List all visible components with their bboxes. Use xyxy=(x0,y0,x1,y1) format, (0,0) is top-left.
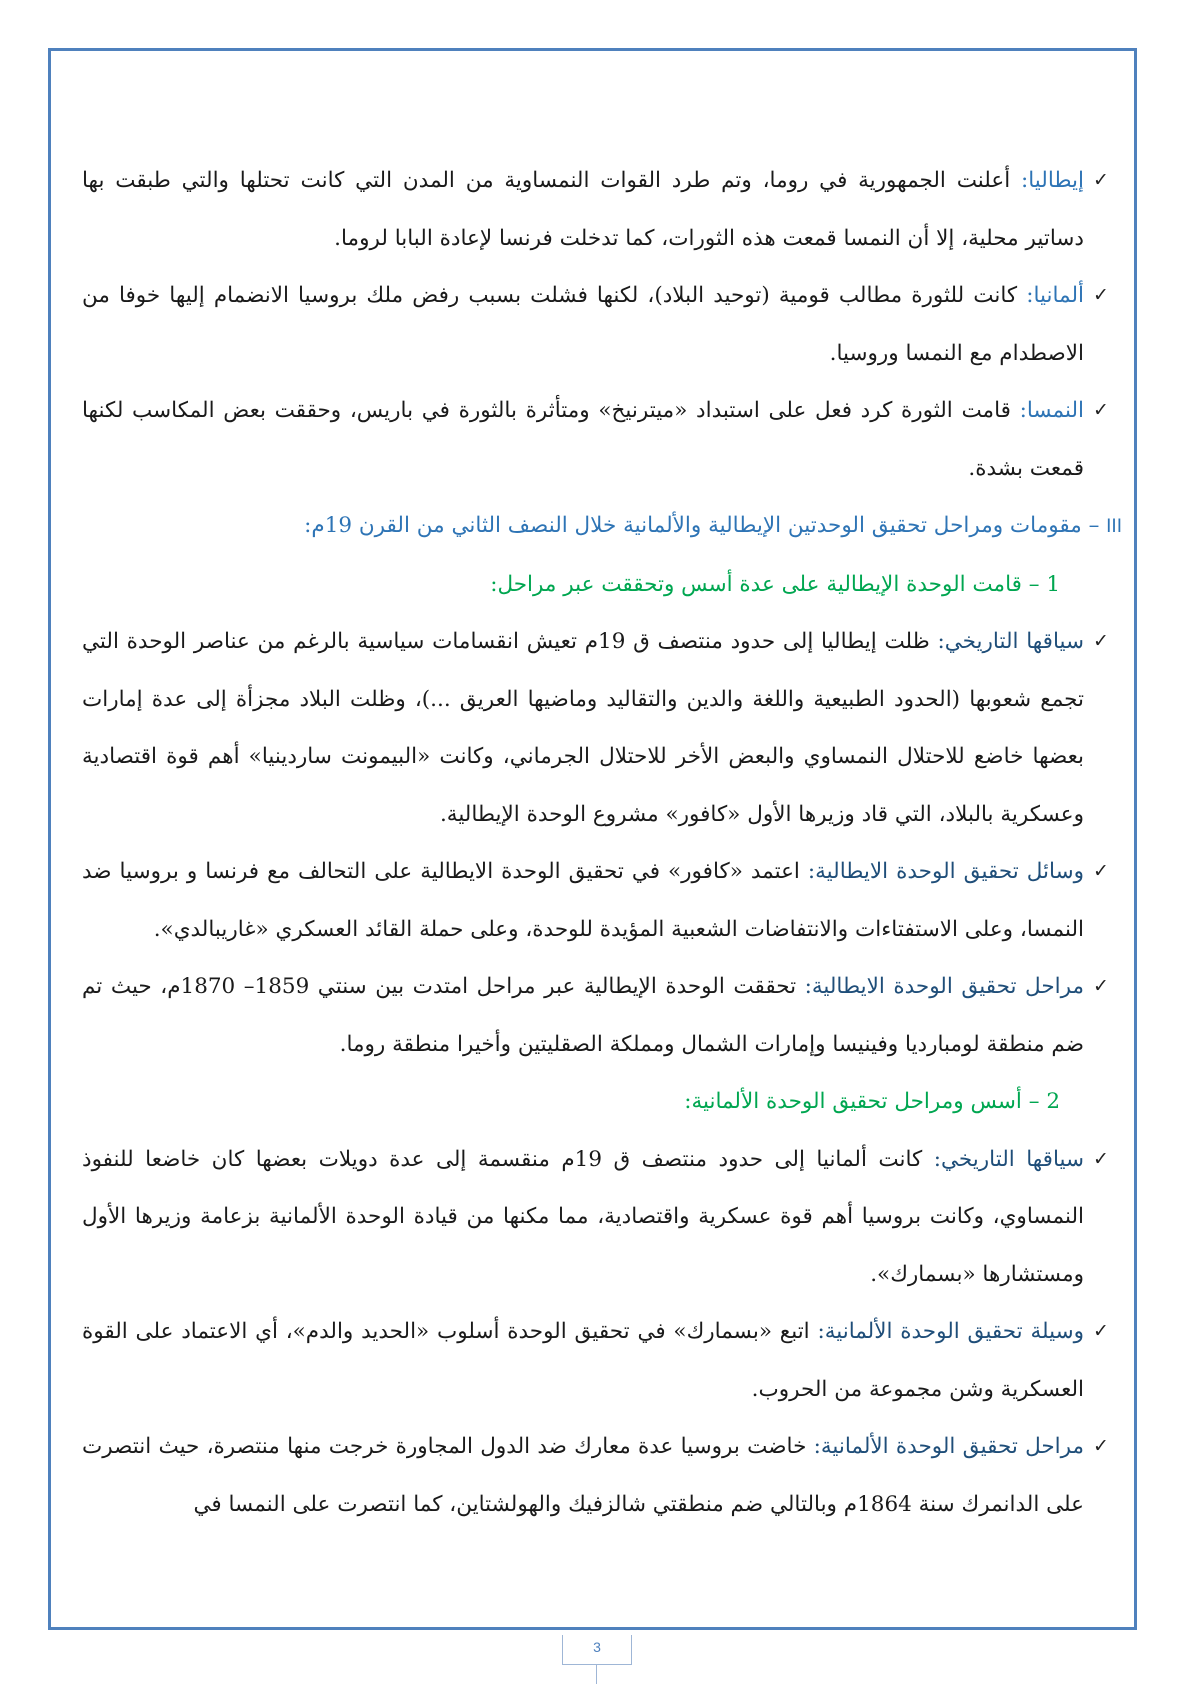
item-label: إيطاليا: xyxy=(1021,168,1084,193)
item-text: خاضت بروسيا عدة معارك ضد الدول المجاورة خرجت منها منتصرة، حيث انتصرت على الدانمرك سنة 1864م وبالتالي ضم منطقتي شالزفيك والهولشتاين، كما انتصرت على النمسا في xyxy=(82,1434,1084,1517)
list-item-austria xyxy=(82,382,1112,497)
item-label: وسائل تحقيق الوحدة الايطالية: xyxy=(807,859,1084,884)
list-item-germany xyxy=(82,267,1112,382)
list-item-german-context xyxy=(82,1131,1112,1304)
item-label: النمسا: xyxy=(1019,398,1084,423)
check-mark-icon: ✓ xyxy=(1093,975,1109,997)
item-label: مراحل تحقيق الوحدة الايطالية: xyxy=(804,974,1084,999)
item-label: سياقها التاريخي: xyxy=(937,629,1084,654)
item-text: اعتمد «كافور» في تحقيق الوحدة الايطالية على التحالف مع فرنسا و بروسيا ضد النمسا، وعلى الاستفتاءات والانتفاضات الشعبية المؤيدة للوحدة، وعلى حملة القائد العسكري «غاريبالدي». xyxy=(82,859,1084,942)
check-mark-icon: ✓ xyxy=(1093,860,1109,882)
page-number-divider xyxy=(596,1665,597,1684)
item-text: قامت الثورة كرد فعل على استبداد «ميترنيخ» ومتأثرة بالثورة في باريس، وحققت بعض المكاسب لكنها قمعت بشدة. xyxy=(82,398,1084,481)
item-label: ألمانيا: xyxy=(1026,283,1084,308)
check-mark-icon: ✓ xyxy=(1093,630,1109,652)
section-title: – مقومات ومراحل تحقيق الوحدتين الإيطالية والألمانية خلال النصف الثاني من القرن 19م: xyxy=(304,513,1107,538)
subsection-heading-german-unity: 2 – أسس ومراحل تحقيق الوحدة الألمانية: xyxy=(684,1089,1060,1114)
item-text: اتبع «بسمارك» في تحقيق الوحدة أسلوب «الحديد والدم»، أي الاعتماد على القوة العسكرية وشن مجموعة من الحروب. xyxy=(82,1319,1084,1402)
document-body xyxy=(82,152,1122,1602)
check-mark-icon: ✓ xyxy=(1093,1147,1109,1170)
check-mark-icon: ✓ xyxy=(1093,169,1109,191)
item-label: سياقها التاريخي: xyxy=(933,1146,1084,1172)
item-label: وسيلة تحقيق الوحدة الألمانية: xyxy=(817,1319,1084,1344)
list-item-german-means xyxy=(82,1303,1112,1418)
list-item-german-stages xyxy=(82,1418,1112,1533)
item-text: كانت للثورة مطالب قومية (توحيد البلاد)، لكنها فشلت بسبب رفض ملك بروسيا الانضمام إليها خوفا من الاصطدام مع النمسا وروسيا. xyxy=(82,283,1084,366)
page-number: 3 xyxy=(562,1635,632,1665)
section-heading xyxy=(82,497,1126,556)
item-text: كانت ألمانيا إلى حدود منتصف ق 19م منقسمة إلى عدة دويلات بعضها كان خاضعا للنفوذ النمساوي، وكانت بروسيا أهم قوة عسكرية واقتصادية، مما مكنها من قيادة الوحدة الألمانية بزعامة وزيرها الأول ومستشارها «بسمارك». xyxy=(82,1146,1084,1287)
subsection-heading-italian-unity: 1 – قامت الوحدة الإيطالية على عدة أسس وتحققت عبر مراحل: xyxy=(490,571,1060,597)
item-label: مراحل تحقيق الوحدة الألمانية: xyxy=(813,1434,1084,1459)
item-text: أعلنت الجمهورية في روما، وتم طرد القوات النمساوية من المدن التي كانت تحتلها والتي طبقت بها دساتير محلية، إلا أن النمسا قمعت هذه الثورات، كما تدخلت فرنسا لإعادة البابا لروما. xyxy=(82,168,1084,251)
list-item-italian-context xyxy=(82,613,1112,843)
check-mark-icon: ✓ xyxy=(1093,1435,1109,1457)
section-number: III xyxy=(1106,516,1122,537)
check-mark-icon: ✓ xyxy=(1093,284,1109,306)
list-item-italian-means xyxy=(82,843,1112,958)
check-mark-icon: ✓ xyxy=(1093,1320,1109,1342)
item-text: ظلت إيطاليا إلى حدود منتصف ق 19م تعيش انقسامات سياسية بالرغم من عناصر الوحدة التي تجمع شعوبها (الحدود الطبيعية واللغة والدين والتقاليد وماضيها العريق ...)، وظلت البلاد مجزأة إلى عدة إمارات بعضها خاضع للاحتلال النمساوي والبعض الأخر للاحتلال الجرماني، وكانت «البيمونت ساردينيا» أهم قوة اقتصادية وعسكرية بالبلاد، التي قاد وزيرها الأول «كافور» مشروع الوحدة الإيطالية. xyxy=(82,629,1084,827)
list-item-italian-stages xyxy=(82,958,1112,1073)
item-text: تحققت الوحدة الإيطالية عبر مراحل امتدت بين سنتي 1859– 1870م، حيث تم ضم منطقة لومبارديا وفينيسا وإمارات الشمال ومملكة الصقليتين وأخيرا منطقة روما. xyxy=(82,974,1084,1057)
list-item-italy xyxy=(82,152,1112,267)
check-mark-icon: ✓ xyxy=(1093,399,1109,421)
